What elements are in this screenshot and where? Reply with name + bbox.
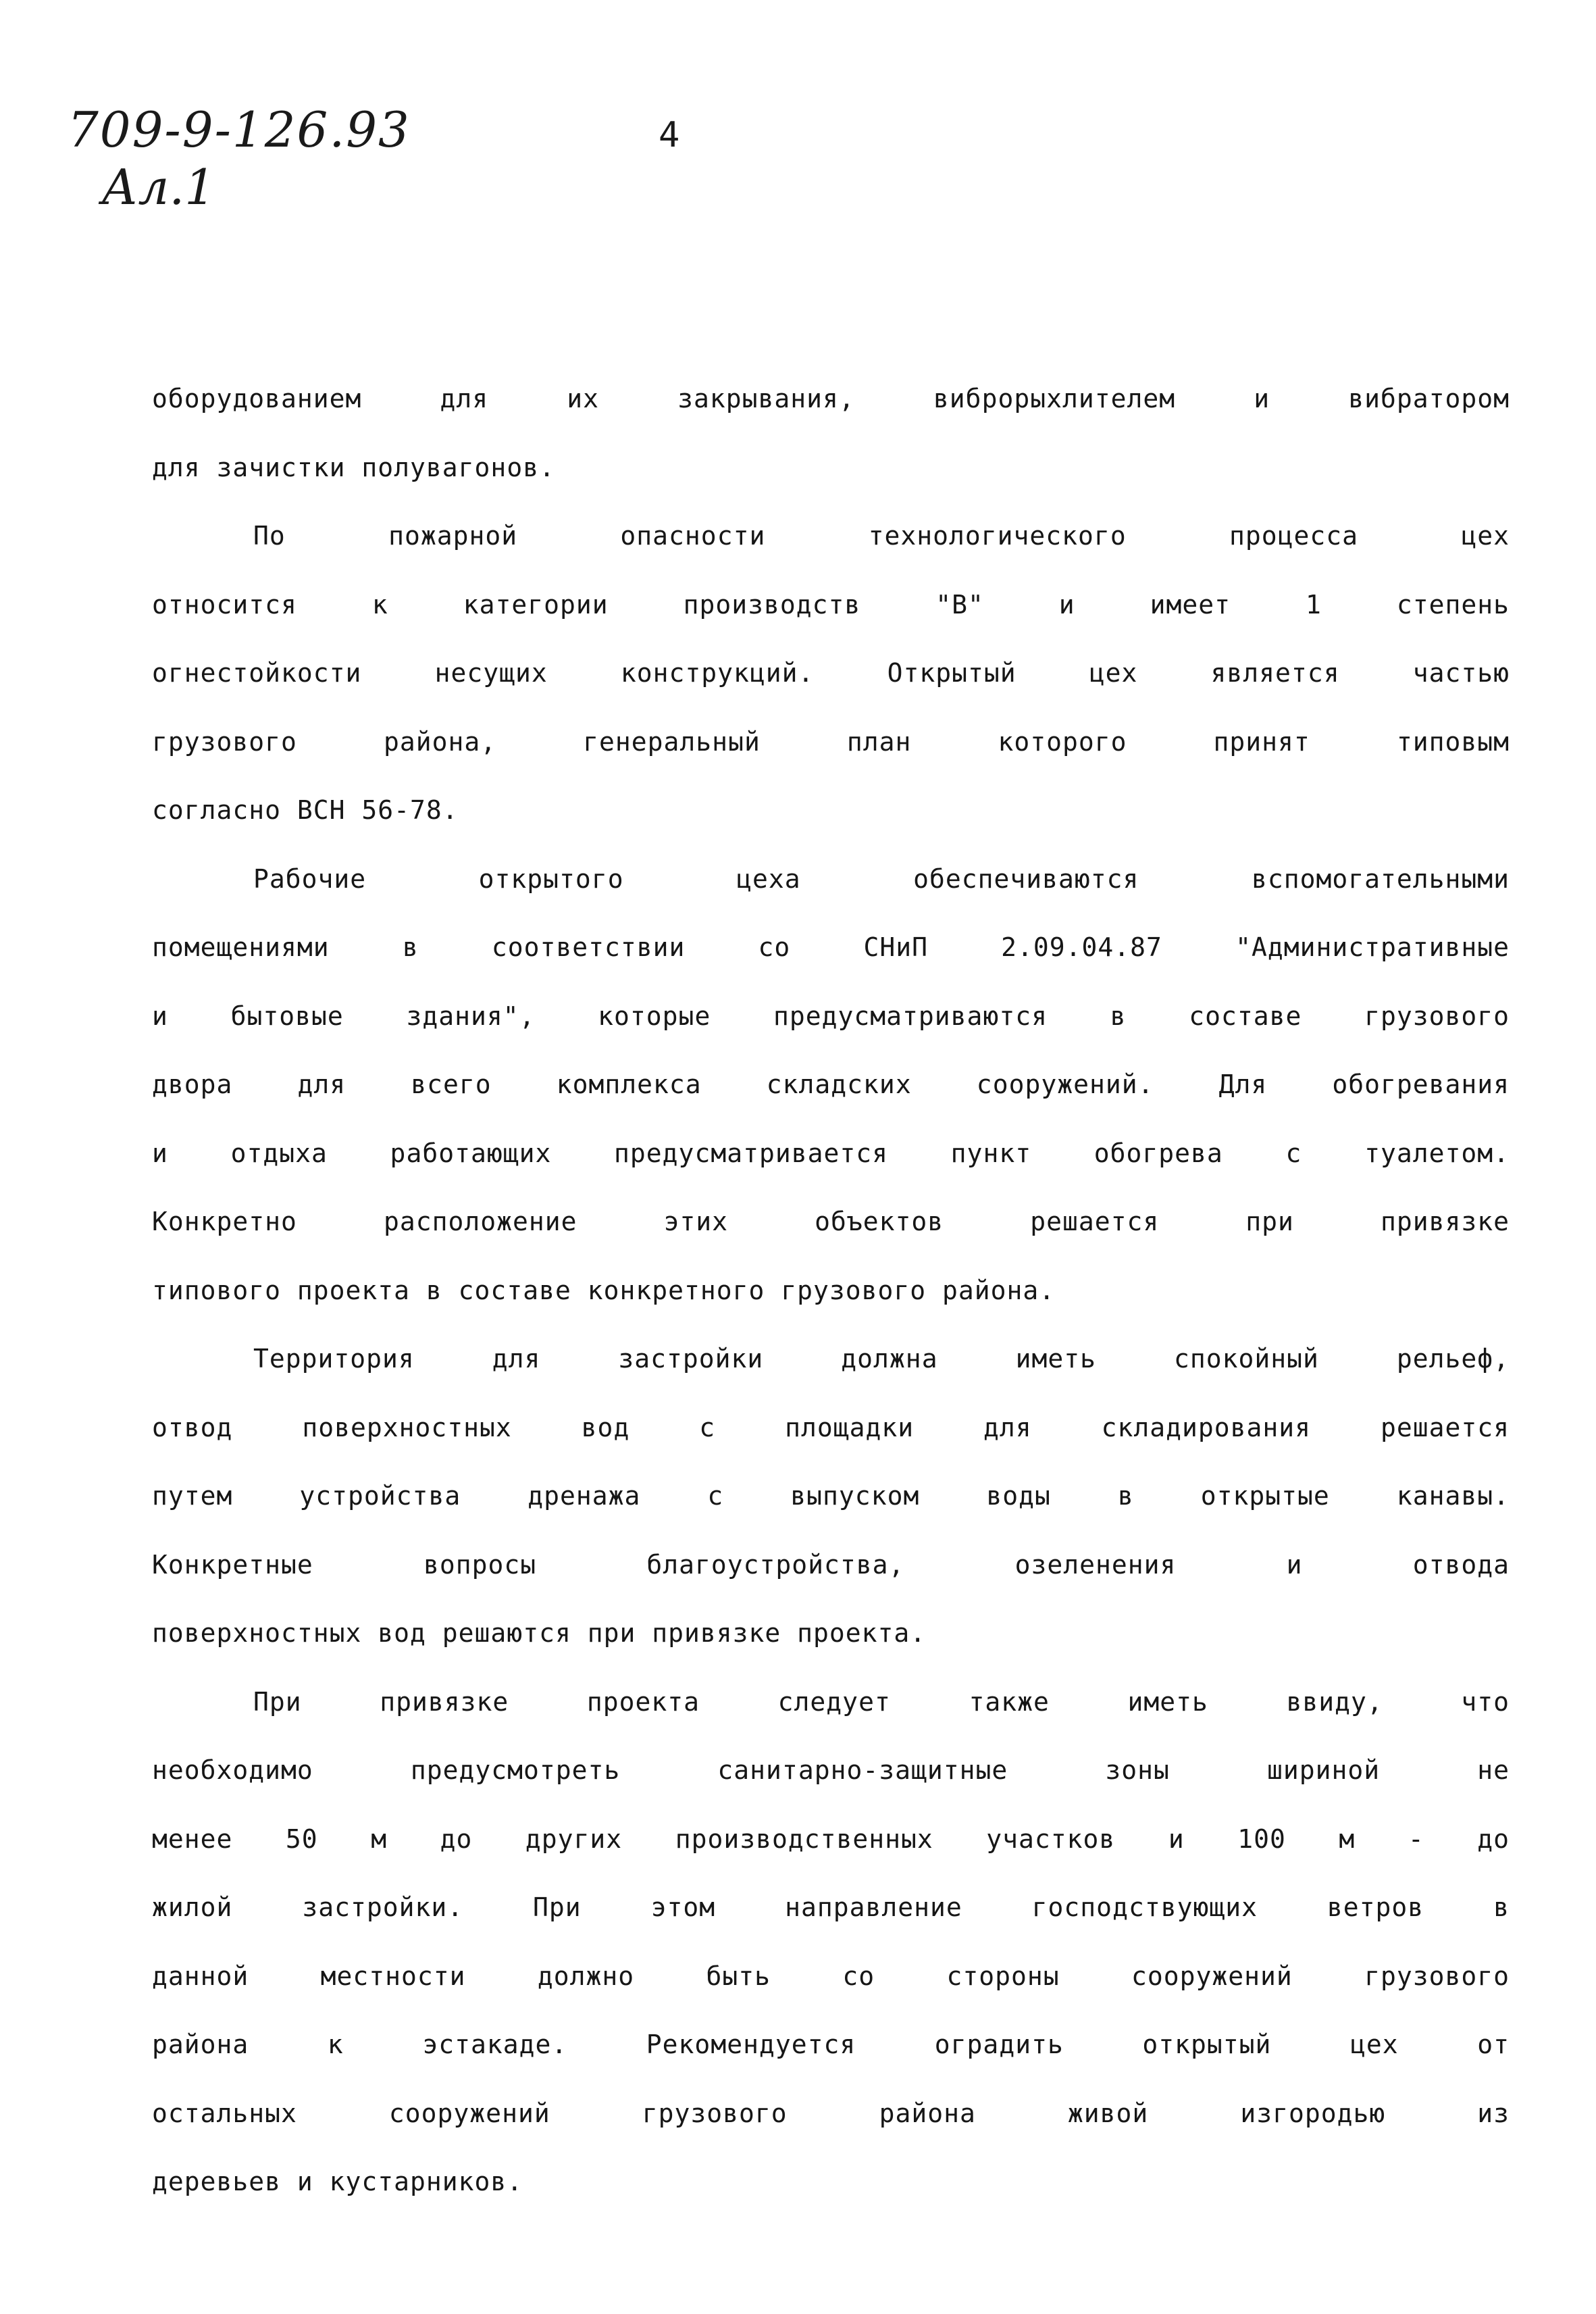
text-line: данной местности должно быть со стороны сооружений грузового	[152, 1961, 1510, 1991]
text-line: для зачистки полувагонов.	[152, 452, 555, 482]
handwritten-sheet-reference: Ал.1	[101, 159, 216, 216]
text-line: По пожарной опасности технологического процесса цех	[253, 521, 1510, 551]
text-line: района к эстакаде. Рекомендуется оградить открытый цех от	[152, 2030, 1510, 2059]
text-line: согласно ВСН 56-78.	[152, 795, 459, 825]
text-line: остальных сооружений грузового района живой изгородью из	[152, 2098, 1510, 2128]
text-line: двора для всего комплекса складских сооружений. Для обогревания	[152, 1070, 1510, 1099]
text-line: грузового района, генеральный план которого принят типовым	[152, 726, 1510, 757]
text-line: и бытовые здания", которые предусматриваются в составе грузового	[152, 1001, 1510, 1031]
text-line: относится к категории производств "В" и имеет 1 степень	[152, 589, 1510, 620]
text-line: жилой застройки. При этом направление господствующих ветров в	[152, 1892, 1510, 1922]
text-line: путем устройства дренажа с выпуском воды в открытые канавы.	[152, 1481, 1510, 1511]
text-line: деревьев и кустарников.	[152, 2167, 523, 2196]
text-line: Рабочие открытого цеха обеспечиваются вспомогательными	[253, 863, 1510, 894]
text-line: оборудованием для их закрывания, виброрыхлителем и вибратором	[152, 384, 1510, 413]
text-line: и отдыха работающих предусматривается пункт обогрева с туалетом.	[152, 1138, 1510, 1168]
text-line: отвод поверхностных вод с площадки для складирования решается	[152, 1412, 1510, 1442]
text-line: Конкретно расположение этих объектов решается при привязке	[152, 1207, 1510, 1236]
document-body-text	[152, 378, 1510, 2230]
text-line: поверхностных вод решаются при привязке проекта.	[152, 1618, 927, 1648]
text-line: помещениями в соответствии со СНиП 2.09.04.87 "Административные	[152, 932, 1510, 962]
text-line: типового проекта в составе конкретного грузового района.	[152, 1275, 1056, 1305]
handwritten-document-code: 709-9-126.93	[68, 101, 411, 158]
text-line: необходимо предусмотреть санитарно-защитные зоны шириной не	[152, 1755, 1510, 1785]
text-line: Конкретные вопросы благоустройства, озеленения и отвода	[152, 1549, 1510, 1580]
text-line: При привязке проекта следует также иметь ввиду, что	[253, 1686, 1510, 1717]
page-number: 4	[659, 115, 680, 155]
text-line: огнестойкости несущих конструкций. Открытый цех является частью	[152, 658, 1510, 688]
text-line: Территория для застройки должна иметь спокойный рельеф,	[253, 1344, 1510, 1374]
text-line: менее 50 м до других производственных участков и 100 м - до	[152, 1823, 1510, 1854]
